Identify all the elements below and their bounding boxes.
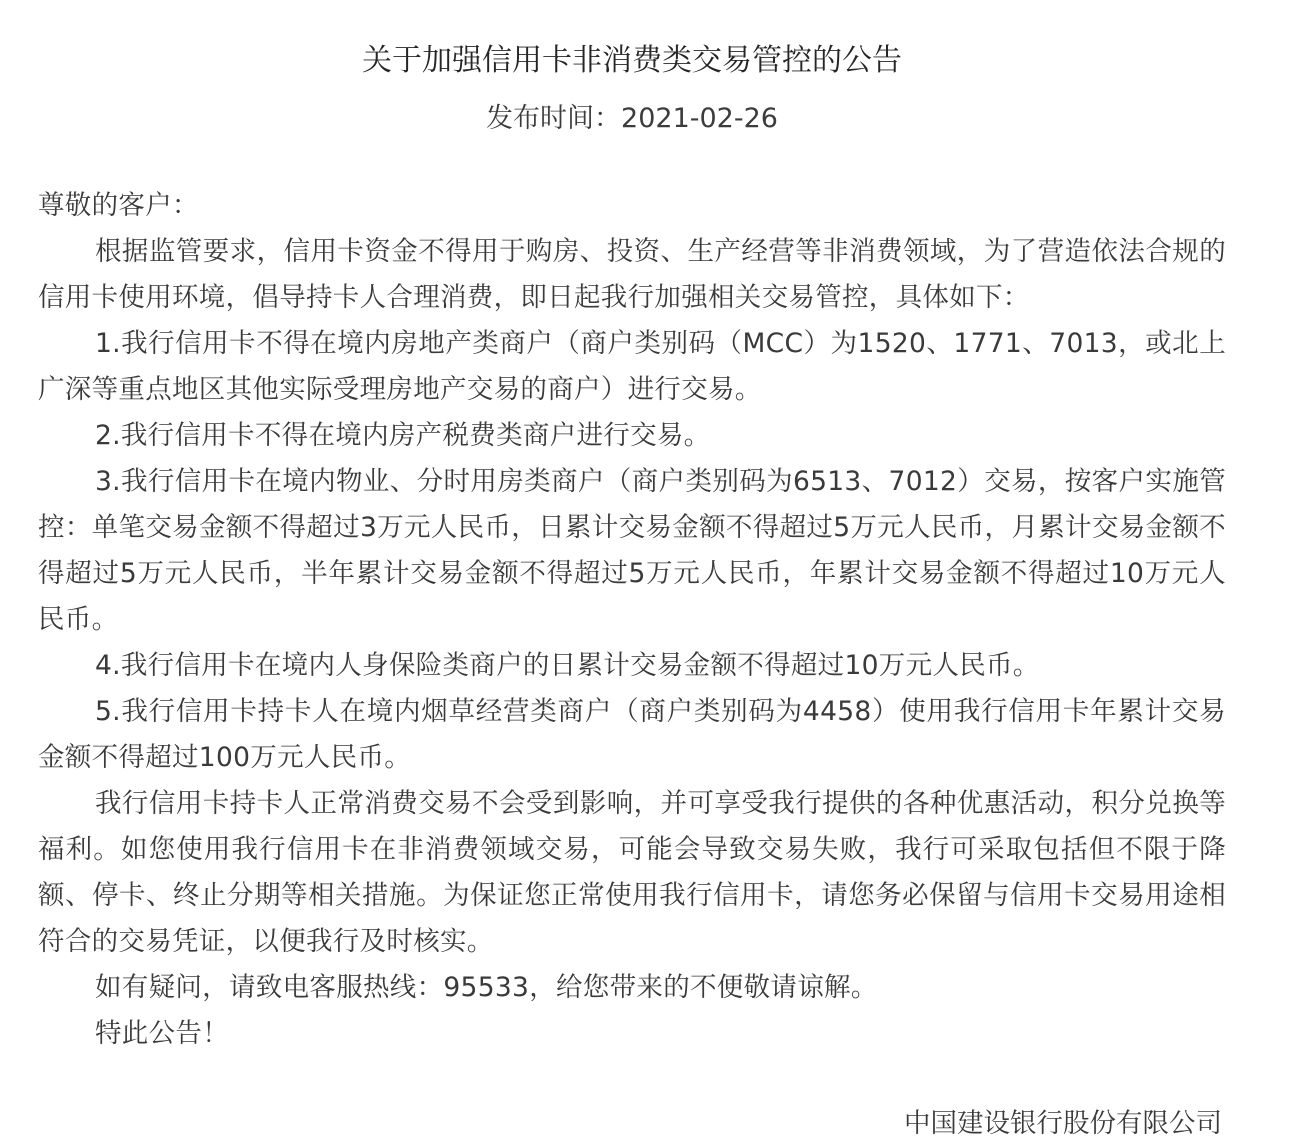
paragraph-item-2: 2.我行信用卡不得在境内房产税费类商户进行交易。 — [95, 420, 711, 451]
paragraph-notice: 我行信用卡持卡人正常消费交易不会受到影响，并可享受我行提供的各种优惠活动，积分兑换等福利。如您使用我行信用卡在非消费领域交易，可能会导致交易失败，我行可采取包括但不限于降额、停卡、终止分期等相关措施。为保证您正常使用我行信用卡，请您务必保留与信用卡交易用途相符合的交易凭证，以便我行及时核实。 — [38, 788, 1226, 957]
paragraph-item-3: 3.我行信用卡在境内物业、分时用房类商户（商户类别码为6513、7012）交易，按客户实施管控：单笔交易金额不得超过3万元人民币，日累计交易金额不得超过5万元人民币，月累计交易金额不得超过5万元人民币，半年累计交易金额不得超过5万元人民币，年累计交易金额不得超过10万元人民币。 — [38, 466, 1226, 635]
announcement-body — [38, 183, 1226, 1057]
publish-date: 发布时间：2021-02-26 — [486, 103, 778, 134]
paragraph-item-4: 4.我行信用卡在境内人身保险类商户的日累计交易金额不得超过10万元人民币。 — [95, 650, 1040, 681]
announcement-title: 关于加强信用卡非消费类交易管控的公告 — [362, 43, 902, 78]
paragraph-closing: 特此公告！ — [95, 1018, 229, 1049]
signature: 中国建设银行股份有限公司 — [904, 1108, 1222, 1139]
paragraph-item-5: 5.我行信用卡持卡人在境内烟草经营类商户（商户类别码为4458）使用我行信用卡年累计交易金额不得超过100万元人民币。 — [38, 696, 1226, 773]
paragraph-hotline: 如有疑问，请致电客服热线：95533，给您带来的不便敬请谅解。 — [95, 972, 878, 1003]
salutation: 尊敬的客户： — [38, 190, 199, 221]
paragraph-item-1: 1.我行信用卡不得在境内房地产类商户（商户类别码（MCC）为1520、1771、7013，或北上广深等重点地区其他实际受理房地产交易的商户）进行交易。 — [38, 328, 1226, 405]
announcement-document — [38, 0, 1226, 1139]
paragraph-intro: 根据监管要求，信用卡资金不得用于购房、投资、生产经营等非消费领域，为了营造依法合规的信用卡使用环境，倡导持卡人合理消费，即日起我行加强相关交易管控，具体如下： — [38, 236, 1226, 313]
